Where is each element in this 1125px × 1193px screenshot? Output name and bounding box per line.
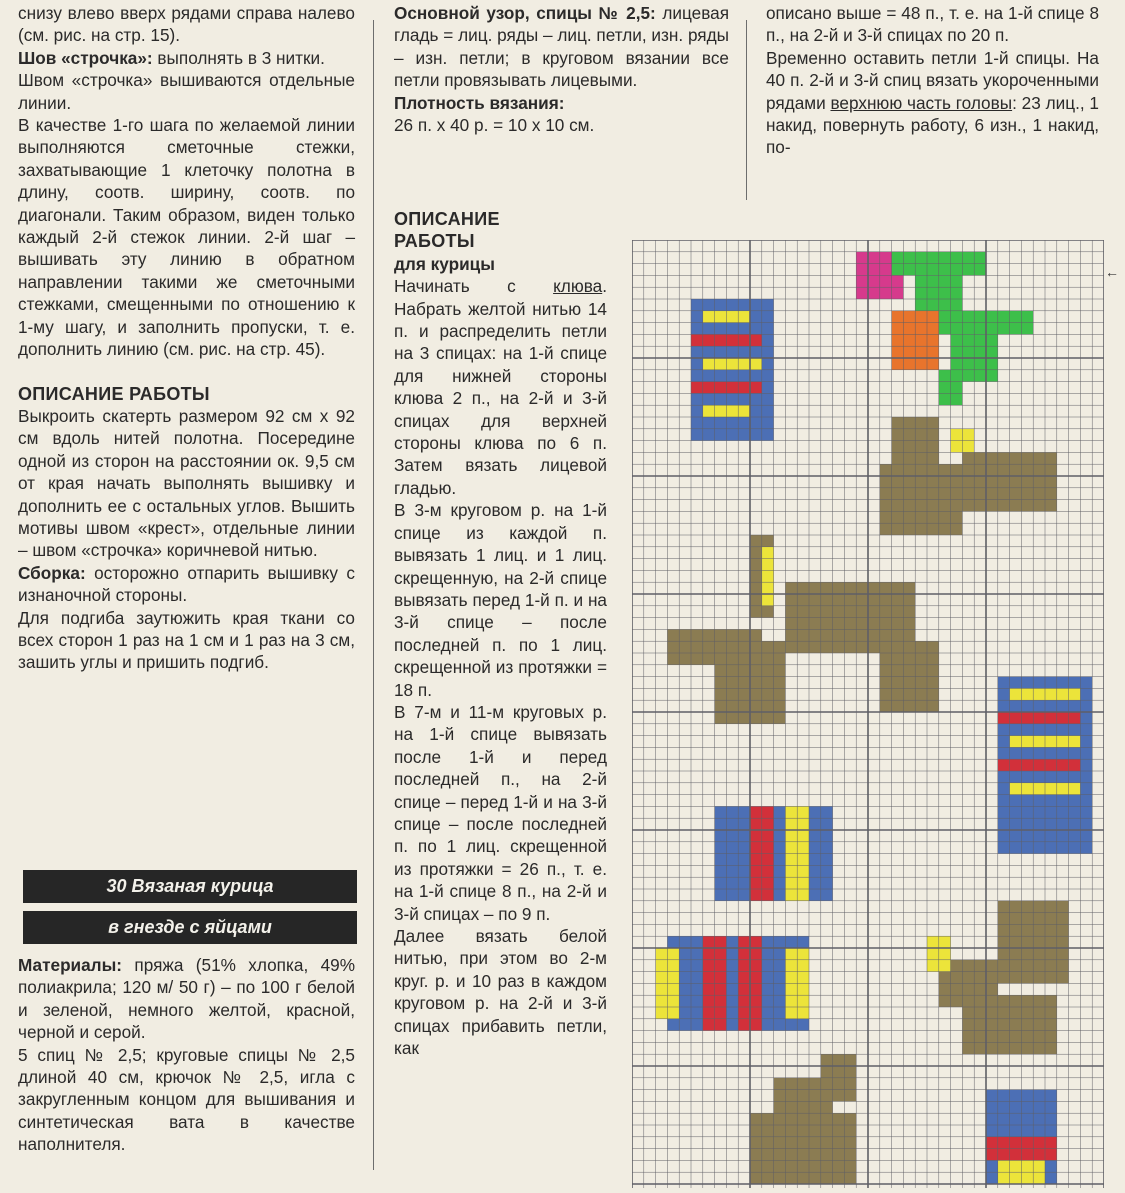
cross-stitch-grid: [632, 240, 1104, 1188]
paragraph-round-7-11: В 7-м и 11-м круговых р. на 1-й спице вывязать после 1-й и перед последней п., на 2-й спице – перед 1-й и на 3-й спице – после последней п. по 1 лиц. скрещенной из протяжки = 26 п., т. е. на 1-й спице 8 п., на 2-й и 3-й спицах – по 9 п.: [394, 701, 607, 924]
short-rows-post: : 23 лиц., 1 накид, повернуть работу, 6 изн., 1 накид, по-: [766, 92, 1099, 158]
egg-red-stripe: [998, 759, 1081, 771]
seam-paragraph: [18, 47, 355, 69]
beak-pre: Начинать с: [394, 276, 554, 297]
paragraph-tools: 5 спиц № 2,5; круговые спицы № 2,5 длиной 40 см, крючок № 2,5, игла с закругленным концом для вышивания и синтетическая вата в качестве наполнителя.: [18, 1044, 355, 1155]
cross-stitch-chart: [632, 240, 1104, 1188]
beak-post: . Набрать желтой нитью 14 п. и распределить петли на 3 спицах: на 1-й спице для нижней стороны клюва 2 п., на 2-й и 3-й спицах для верхней стороны клюва по 6 п. Затем вязать лицевой гладью.: [394, 276, 607, 498]
pattern-text: лицевая гладь = лиц. ряды – лиц. петли, изн. ряды – изн. петли; в круговом вязании все петли провязывать лицевыми.: [394, 3, 730, 91]
assembly-paragraph: [18, 562, 355, 607]
column-divider-left: [373, 20, 374, 1170]
short-rows-underlined: верхнюю часть головы: [830, 92, 1013, 113]
column-right: [766, 2, 1099, 159]
assembly-text: осторожно отпарить вышивку с изнаночной стороны.: [18, 562, 355, 606]
short-rows-pre: Временно оставить петли 1-й спицы. На 40 п. 2-й и 3-й спиц вязать укороченными рядами: [766, 47, 1099, 113]
paragraph-seam-lines: Швом «строчка» вышиваются отдельные линии.: [18, 70, 355, 113]
egg-yellow-stripe: [703, 358, 762, 370]
center-pointer-arrow: ←: [1105, 264, 1119, 280]
column-middle-lower: [394, 208, 607, 1059]
materials-block: [18, 954, 355, 1156]
bunny-ear-yellow: [762, 547, 774, 606]
subheading-chicken: для курицы: [394, 253, 495, 274]
article-banner-subtitle: в гнезде с яйцами: [23, 911, 357, 944]
paragraph-beak: [394, 275, 607, 499]
density-value: 26 п. x 40 р. = 10 x 10 см.: [394, 115, 595, 136]
intro-text: снизу влево вверх рядами справа налево (см. рис. на стр. 15).: [18, 3, 355, 46]
bunny-leg-brown: [726, 665, 761, 724]
seam-label: Шов «строчка»:: [18, 47, 153, 68]
beak-word: клюва: [553, 276, 603, 297]
paragraph-stitch-count: описано выше = 48 п., т. е. на 1-й спице 8 п., на 2-й и 3-й спицах по 20 п.: [766, 3, 1099, 46]
column-middle: [394, 2, 729, 136]
assembly-label: Сборка:: [18, 562, 86, 583]
section-heading-work: ОПИСАНИЕ РАБОТЫ: [18, 383, 210, 404]
article-banner-title: 30 Вязаная курица: [23, 870, 357, 903]
materials-label: Материалы:: [18, 955, 123, 975]
paragraph-tablecloth: Выкроить скатерть размером 92 см х 92 см вдоль нитей полотна. Посередине одной из сторон на расстоянии ок. 9,5 см от края начать выполнять вышивку и дополнить ее с остальных углов. Вышить мотивы швом «крест», отдельные линии – швом «строчка» коричневой нитью.: [18, 405, 355, 561]
materials-text: пряжа (51% хлопка, 49% полиакрила; 120 м/ 50 г) – по 100 г белой и зеленой, немного желтой, красной, черной и серой.: [18, 955, 355, 1043]
section-heading-l1: ОПИСАНИЕ: [394, 209, 500, 229]
pattern-label: Основной узор, спицы № 2,5:: [394, 3, 656, 23]
column-left: [18, 2, 355, 674]
seam-text: выполнять в 3 нитки.: [152, 47, 325, 68]
density-label: Плотность вязания:: [394, 92, 565, 113]
paragraph-round-3: В 3-м круговом р. на 1-й спице из каждой п. вывязать 1 лиц. и 1 лиц. скрещенную, на 2-й спице вывязать перед 1-й п. и на 3-й спице – после последней п. по 1 лиц. скрещенной из протяжки = 18 п.: [394, 500, 607, 700]
paragraph-hem: Для подгиба заутюжить края ткани со всех сторон 1 раз на 1 см и 1 раз на 3 см, зашить углы и пришить подгиб.: [18, 607, 355, 673]
section-heading-l2: РАБОТЫ: [394, 231, 475, 252]
egg-red-stripe: [998, 712, 1081, 724]
paragraph-seam-steps: В качестве 1-го шага по желаемой линии выполняются сметочные стежки, захватывающие 1 клеточку полотна в длину, соотв. ширину, соотв. по диагонали. Таким образом, виден только каждый 2-й стежок линии. 2-й шаг – вышивать эту линию в обратном направлении такими же сметочными стежками, смещенными по отношению к 1-му шагу, и заполнить пропуски, т. е. дополнить линию (см. рис. на стр. 45).: [18, 115, 355, 360]
column-divider-right: [746, 20, 747, 200]
paragraph-short-rows: [766, 47, 1099, 159]
materials-paragraph: [18, 954, 355, 1044]
paragraph-white-yarn: Далее вязать белой нитью, при этом во 2-м круг. р. и 10 раз в каждом круговом р. на 2-й и 3-й спицах прибавить петли, как: [394, 926, 607, 1059]
pattern-paragraph: [394, 2, 729, 92]
